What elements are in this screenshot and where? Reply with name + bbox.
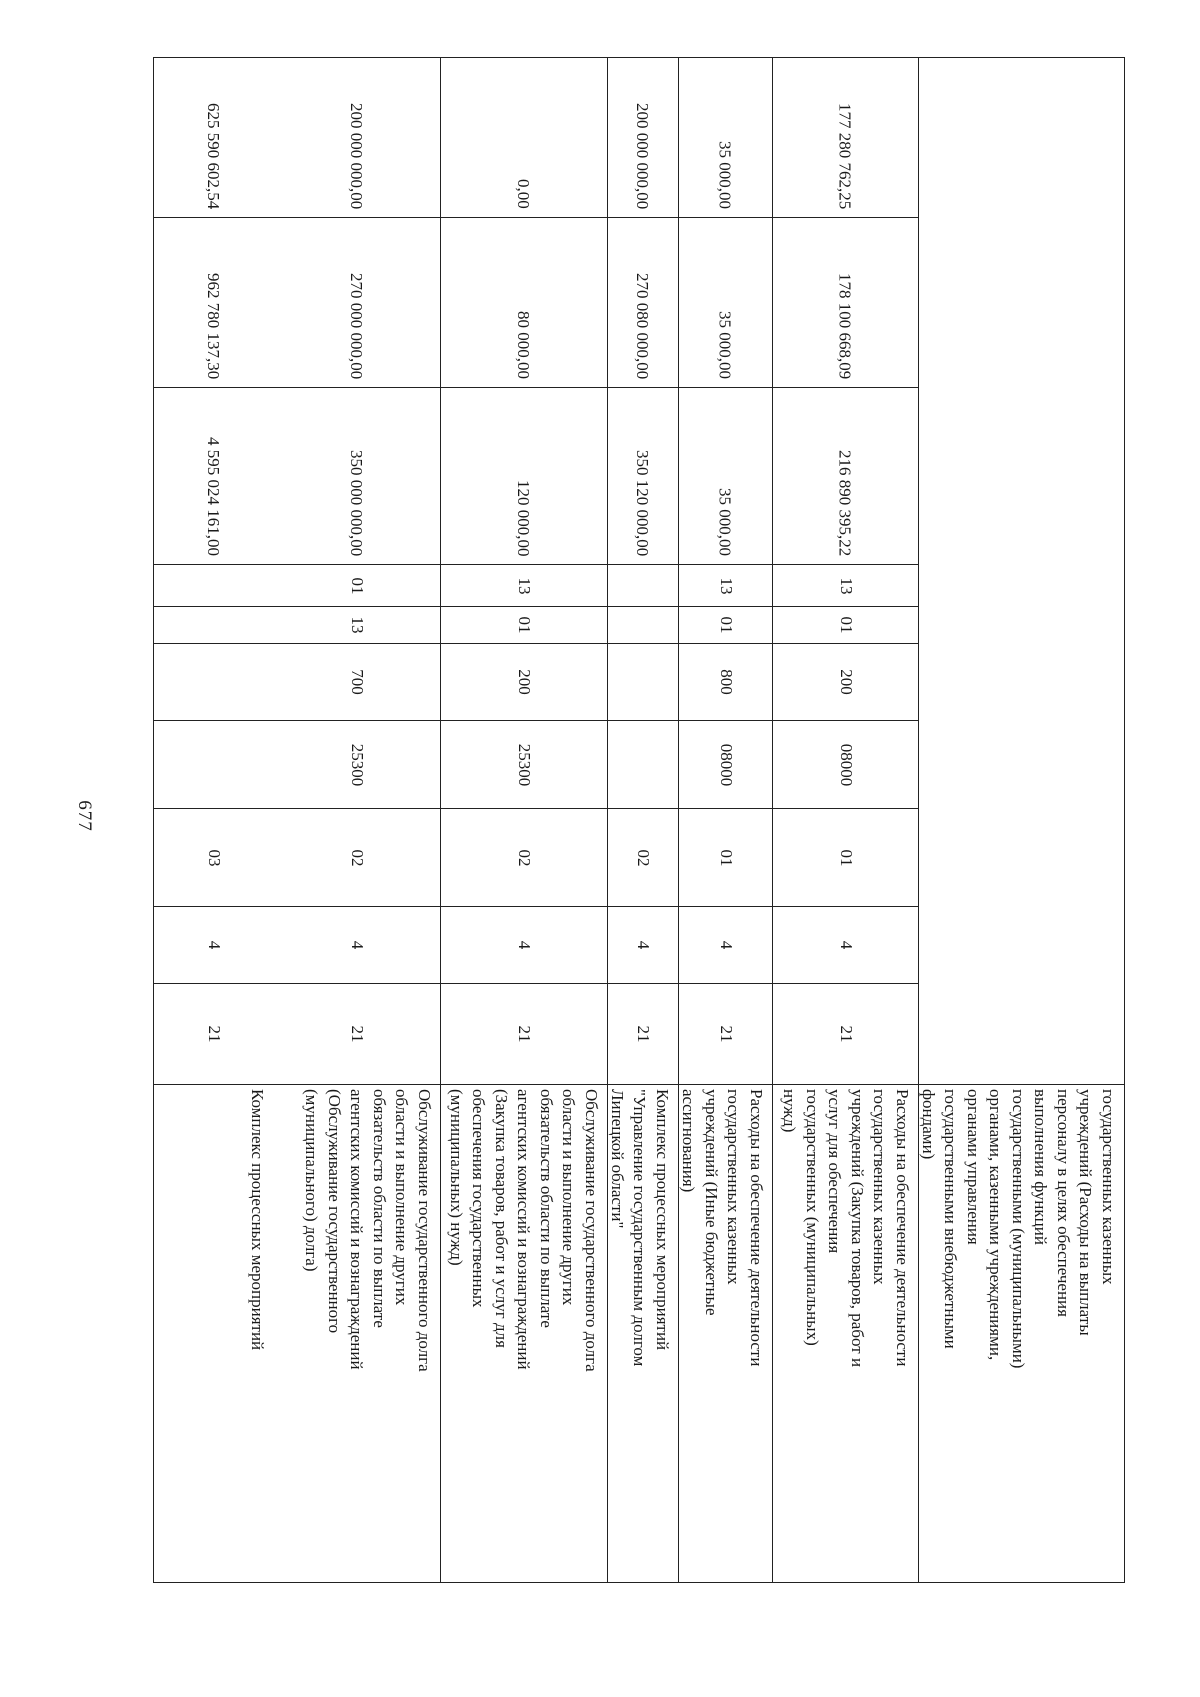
description-cell	[274, 1085, 440, 1584]
description-text	[778, 1089, 913, 1367]
amount-cell	[274, 218, 440, 388]
description-cell	[441, 1085, 607, 1584]
code-cell	[154, 644, 274, 721]
code-cell	[679, 907, 772, 984]
code-cell	[441, 644, 607, 721]
amount-cell	[919, 218, 1124, 388]
description-line: учреждений (Иные бюджетные	[702, 1089, 721, 1316]
amount-cell	[679, 388, 772, 565]
amount-cell	[919, 58, 1124, 218]
description-line: агентских комиссий и вознаграждений	[347, 1089, 367, 1370]
code-value: 01	[348, 577, 367, 594]
code-cell	[679, 809, 772, 907]
amount-cell	[608, 388, 678, 565]
code-value: 01	[716, 616, 736, 634]
table-row	[773, 58, 919, 1582]
description-line: фондами)	[919, 1089, 938, 1160]
code-value: 13	[716, 577, 736, 594]
description-line: органами управления	[964, 1089, 983, 1245]
code-cell	[919, 907, 1124, 984]
amount-value: 4 595 024 161,00	[204, 437, 223, 556]
table-row	[274, 58, 441, 1582]
code-value: 02	[515, 849, 534, 866]
description-cell	[919, 1085, 1124, 1584]
code-value: 21	[716, 1025, 736, 1043]
description-line: области и выполнение других	[392, 1089, 412, 1306]
amount-value: 0,00	[514, 179, 533, 209]
table-row	[154, 58, 274, 1582]
code-cell	[608, 644, 678, 721]
code-cell	[919, 644, 1124, 721]
description-line: (Закупка товаров, работ и услуг для	[492, 1089, 511, 1348]
code-value: 21	[634, 1025, 653, 1043]
code-value: 08000	[716, 743, 736, 786]
code-value: 13	[515, 577, 534, 594]
description-line: учреждений (Закупка товаров, работ и	[848, 1089, 867, 1368]
code-value: 01	[716, 849, 736, 866]
code-value: 25300	[515, 743, 534, 786]
description-line: государственными внебюджетными	[941, 1089, 961, 1349]
code-cell	[773, 907, 918, 984]
code-cell	[441, 984, 607, 1085]
description-line: Расходы на обеспечение деятельности	[747, 1089, 766, 1367]
code-cell	[608, 907, 678, 984]
code-cell	[773, 809, 918, 907]
code-value: 25300	[348, 743, 367, 786]
table-row	[441, 58, 608, 1582]
code-cell	[274, 565, 440, 607]
code-value: 01	[836, 849, 856, 866]
description-line: (муниципального) долга)	[302, 1089, 322, 1272]
description-text	[300, 1089, 435, 1372]
code-cell	[441, 565, 607, 607]
code-cell	[919, 809, 1124, 907]
description-line: государственных казенных	[724, 1089, 744, 1285]
description-text	[677, 1089, 767, 1366]
code-cell	[679, 607, 772, 644]
code-cell	[441, 809, 607, 907]
amount-cell	[679, 58, 772, 218]
table-row	[919, 58, 1125, 1582]
description-line: агентских комиссий и вознаграждений	[514, 1089, 534, 1370]
code-cell	[679, 984, 772, 1085]
amount-cell	[274, 58, 440, 218]
description-line: государственных казенных	[870, 1089, 890, 1285]
amount-cell	[154, 218, 274, 388]
description-cell	[608, 1085, 678, 1584]
code-cell	[154, 565, 274, 607]
budget-table	[153, 57, 1125, 1583]
description-line: ассигнования)	[679, 1089, 699, 1193]
amount-value: 120 000,00	[514, 479, 533, 556]
code-cell	[608, 809, 678, 907]
code-value: 4	[515, 940, 534, 950]
description-line: Липецкой области"	[608, 1089, 627, 1229]
amount-value: 200 000 000,00	[633, 102, 652, 209]
description-cell	[154, 1085, 274, 1584]
amount-cell	[154, 58, 274, 218]
description-line: услуг для обеспечения	[825, 1089, 845, 1254]
code-value: 21	[515, 1025, 534, 1043]
description-line: "Управление государственным долгом	[630, 1089, 650, 1367]
code-cell	[154, 809, 274, 907]
description-cell	[679, 1085, 772, 1584]
code-value: 4	[836, 940, 856, 950]
description-text	[606, 1089, 674, 1366]
amount-cell	[441, 58, 607, 218]
description-line: органами, казенными учреждениями,	[986, 1089, 1006, 1361]
amount-value: 35 000,00	[715, 141, 735, 209]
amount-cell	[773, 388, 918, 565]
description-line: обязательств области по выплате	[537, 1089, 556, 1328]
description-line: Расходы на обеспечение деятельности	[893, 1089, 912, 1367]
code-value: 21	[205, 1025, 224, 1043]
code-value: 02	[348, 849, 367, 866]
amount-cell	[608, 58, 678, 218]
code-value: 01	[836, 616, 856, 634]
description-line: обеспечения государственных	[469, 1089, 489, 1308]
code-value: 4	[348, 940, 367, 950]
code-cell	[773, 607, 918, 644]
amount-cell	[441, 218, 607, 388]
amount-cell	[154, 388, 274, 565]
code-cell	[919, 607, 1124, 644]
description-line: (Обслуживание государственного	[325, 1089, 344, 1334]
code-cell	[679, 721, 772, 809]
code-cell	[773, 644, 918, 721]
amount-value: 625 590 602,54	[204, 102, 223, 209]
description-line: Комплекс процессных мероприятий	[248, 1089, 267, 1351]
code-cell	[919, 984, 1124, 1085]
description-line: нужд)	[780, 1089, 800, 1133]
description-cell	[773, 1085, 918, 1584]
amount-value: 270 000 000,00	[347, 272, 366, 379]
code-cell	[608, 607, 678, 644]
code-value: 21	[836, 1025, 856, 1043]
amount-cell	[679, 218, 772, 388]
amount-cell	[441, 388, 607, 565]
code-cell	[154, 907, 274, 984]
description-line: учреждений (Расходы на выплаты	[1076, 1089, 1096, 1336]
amount-value: 177 280 762,25	[835, 102, 855, 209]
code-value: 200	[836, 669, 856, 695]
description-line: области и выполнение других	[559, 1089, 579, 1306]
code-cell	[274, 809, 440, 907]
code-cell	[679, 565, 772, 607]
code-cell	[608, 565, 678, 607]
description-text	[246, 1089, 269, 1350]
code-cell	[274, 907, 440, 984]
code-value: 4	[634, 940, 653, 950]
code-cell	[679, 644, 772, 721]
amount-value: 270 080 000,00	[633, 272, 652, 379]
code-cell	[773, 565, 918, 607]
amount-value: 35 000,00	[715, 488, 735, 556]
code-value: 700	[348, 669, 367, 695]
code-value: 13	[348, 616, 367, 634]
description-text	[445, 1089, 603, 1372]
code-cell	[154, 721, 274, 809]
code-cell	[274, 607, 440, 644]
code-cell	[274, 721, 440, 809]
code-value: 13	[836, 577, 856, 594]
code-cell	[773, 984, 918, 1085]
description-line: Обслуживание государственного долга	[415, 1089, 434, 1372]
code-cell	[154, 607, 274, 644]
description-line: Обслуживание государственного долга	[582, 1089, 601, 1372]
description-line: государственными (муниципальными)	[1009, 1089, 1028, 1369]
code-value: 800	[716, 669, 736, 695]
description-text	[917, 1089, 1120, 1368]
amount-value: 216 890 395,22	[835, 449, 855, 556]
code-cell	[441, 721, 607, 809]
amount-cell	[773, 58, 918, 218]
amount-value: 350 000 000,00	[347, 449, 366, 556]
code-cell	[274, 644, 440, 721]
code-value: 4	[205, 940, 224, 950]
code-value: 02	[634, 849, 653, 866]
code-value: 4	[716, 940, 736, 950]
description-line: (муниципальных) нужд)	[447, 1089, 466, 1266]
amount-value: 80 000,00	[514, 311, 533, 379]
code-cell	[773, 721, 918, 809]
code-cell	[608, 984, 678, 1085]
description-line: государственных (муниципальных)	[803, 1089, 822, 1346]
code-value: 03	[205, 849, 224, 866]
code-cell	[441, 907, 607, 984]
code-value: 200	[515, 669, 534, 695]
code-value: 08000	[836, 743, 856, 786]
description-line: персоналу в целях обеспечения	[1054, 1089, 1073, 1317]
code-cell	[441, 607, 607, 644]
code-value: 01	[515, 616, 534, 634]
amount-cell	[608, 218, 678, 388]
amount-cell	[274, 388, 440, 565]
code-cell	[154, 984, 274, 1085]
page-number: 677	[73, 800, 95, 832]
description-line: обязательств области по выплате	[370, 1089, 389, 1328]
code-cell	[919, 721, 1124, 809]
description-line: государственных казенных	[1099, 1089, 1118, 1285]
code-cell	[274, 984, 440, 1085]
table-row	[679, 58, 773, 1582]
amount-cell	[919, 388, 1124, 565]
description-line: выполнения функций	[1031, 1089, 1051, 1245]
amount-value: 350 120 000,00	[633, 449, 652, 556]
code-cell	[919, 565, 1124, 607]
amount-cell	[773, 218, 918, 388]
description-line: Комплекс процессных мероприятий	[653, 1089, 672, 1351]
amount-value: 178 100 668,09	[835, 272, 855, 379]
amount-value: 200 000 000,00	[347, 102, 366, 209]
code-value: 21	[348, 1025, 367, 1043]
amount-value: 962 780 137,30	[204, 272, 223, 379]
table-row	[608, 58, 679, 1582]
code-cell	[608, 721, 678, 809]
amount-value: 35 000,00	[715, 311, 735, 379]
